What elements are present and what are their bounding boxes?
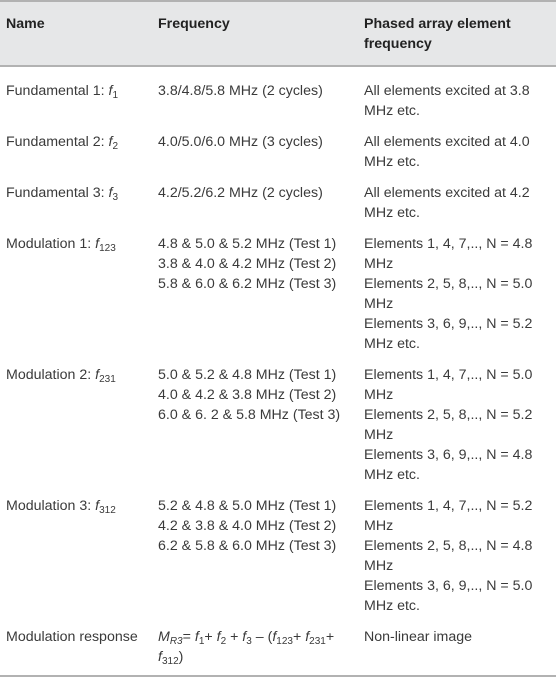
formula-f2: f [216, 629, 221, 645]
row-name-subscript: 123 [99, 243, 116, 254]
formula-minus: – ( [251, 629, 273, 645]
row-name-label: Modulation 1: [6, 236, 96, 252]
formula-f231: f [305, 629, 310, 645]
element-line: Elements 1, 4, 7,.., N = 5.0 MHz [364, 367, 533, 403]
modulation-formula [152, 619, 358, 676]
table-row [0, 124, 556, 175]
formula-sub3: 3 [246, 636, 252, 647]
formula-f123: f [272, 629, 277, 645]
row-name-subscript: 312 [99, 505, 116, 516]
table-body [0, 66, 556, 676]
element-line: Elements 1, 4, 7,.., N = 5.2 MHz [364, 498, 533, 534]
row-element-cell [358, 66, 556, 124]
table-row [0, 226, 556, 357]
formula-f3: f [242, 629, 247, 645]
row-name-variable: f [108, 134, 113, 150]
formula-plus: + [204, 629, 217, 645]
row-element-cell: Non-linear image [358, 619, 556, 676]
formula-f312: f [158, 649, 162, 665]
row-name-label: Modulation 2: [6, 367, 96, 383]
element-line: Elements 1, 4, 7,.., N = 4.8 MHz [364, 236, 533, 272]
row-element-cell [358, 124, 556, 175]
row-name-variable: f [95, 498, 100, 514]
formula-sub123: 123 [276, 636, 293, 647]
formula-sub2: 2 [220, 636, 227, 647]
row-name-cell [0, 357, 152, 488]
formula-plus: + [325, 629, 335, 645]
row-name-subscript: 231 [99, 374, 116, 385]
element-line: Elements 3, 6, 9,.., N = 5.0 MHz etc. [364, 578, 533, 614]
row-name-subscript: 1 [112, 90, 119, 101]
formula-f1: f [194, 629, 199, 645]
header-frequency: Frequency [152, 1, 358, 66]
row-name-label: Fundamental 2: [6, 134, 109, 150]
row-name-subscript: 3 [112, 192, 119, 203]
element-line: Elements 2, 5, 8,.., N = 5.0 MHz [364, 276, 533, 312]
row-name-cell [0, 488, 152, 619]
row-frequency-cell: 4.8 & 5.0 & 5.2 MHz (Test 1) 3.8 & 4.0 & 4.2 MHz (Test 2) 5.8 & 6.0 & 6.2 MHz (Test 3) [158, 236, 337, 292]
formula-m-sub: R3 [169, 636, 183, 647]
element-line: Elements 2, 5, 8,.., N = 4.8 MHz [364, 538, 533, 574]
row-name-variable: f [95, 236, 100, 252]
table-row [0, 66, 556, 124]
table-row-modulation-response [0, 619, 556, 676]
row-name-label: Fundamental 3: [6, 185, 109, 201]
element-line: Elements 3, 6, 9,.., N = 5.2 MHz etc. [364, 316, 533, 352]
formula-plus: + [292, 629, 306, 645]
element-line: All elements excited at 4.0 MHz etc. [364, 134, 530, 170]
row-element-cell [358, 488, 556, 619]
formula-sub312: 312 [161, 656, 179, 667]
row-frequency-cell: 5.0 & 5.2 & 4.8 MHz (Test 1) 4.0 & 4.2 & 3.8 MHz (Test 2) 6.0 & 6. 2 & 5.8 MHz (Test 3) [158, 367, 341, 423]
row-name-cell [0, 124, 152, 175]
row-name-variable: f [108, 83, 113, 99]
table-header [0, 1, 556, 66]
row-element-cell [358, 357, 556, 488]
row-frequency-cell: 5.2 & 4.8 & 5.0 MHz (Test 1) 4.2 & 3.8 & 4.0 MHz (Test 2) 6.2 & 5.8 & 6.0 MHz (Test 3) [158, 498, 337, 554]
header-element-frequency: Phased array element frequency [358, 1, 556, 66]
row-name-cell [0, 66, 152, 124]
row-frequency-cell: 4.0/5.0/6.0 MHz (3 cycles) [158, 134, 323, 150]
element-line: Elements 3, 6, 9,.., N = 4.8 MHz etc. [364, 447, 533, 483]
element-line: All elements excited at 4.2 MHz etc. [364, 185, 530, 221]
row-name-cell [0, 175, 152, 226]
table-row [0, 488, 556, 619]
row-element-cell [358, 226, 556, 357]
formula-sub1: 1 [198, 636, 205, 647]
row-name-cell: Modulation response [0, 619, 152, 676]
table-row [0, 357, 556, 488]
row-frequency-cell: 4.2/5.2/6.2 MHz (2 cycles) [158, 185, 323, 201]
table-row [0, 175, 556, 226]
formula-plus: + [226, 629, 243, 645]
row-frequency-cell: 3.8/4.8/5.8 MHz (2 cycles) [158, 83, 323, 99]
formula-m: M [158, 629, 170, 645]
formula-eq: = [182, 629, 195, 645]
row-element-cell [358, 175, 556, 226]
row-name-cell [0, 226, 152, 357]
formula-close: ) [178, 649, 184, 665]
row-name-variable: f [108, 185, 113, 201]
row-name-subscript: 2 [112, 141, 119, 152]
header-row [0, 1, 556, 66]
row-name-variable: f [95, 367, 100, 383]
header-name: Name [0, 1, 152, 66]
row-name-label: Modulation 3: [6, 498, 96, 514]
formula-sub231: 231 [309, 636, 326, 647]
row-name-label: Fundamental 1: [6, 83, 109, 99]
element-line: Elements 2, 5, 8,.., N = 5.2 MHz [364, 407, 533, 443]
element-line: All elements excited at 3.8 MHz etc. [364, 83, 530, 119]
